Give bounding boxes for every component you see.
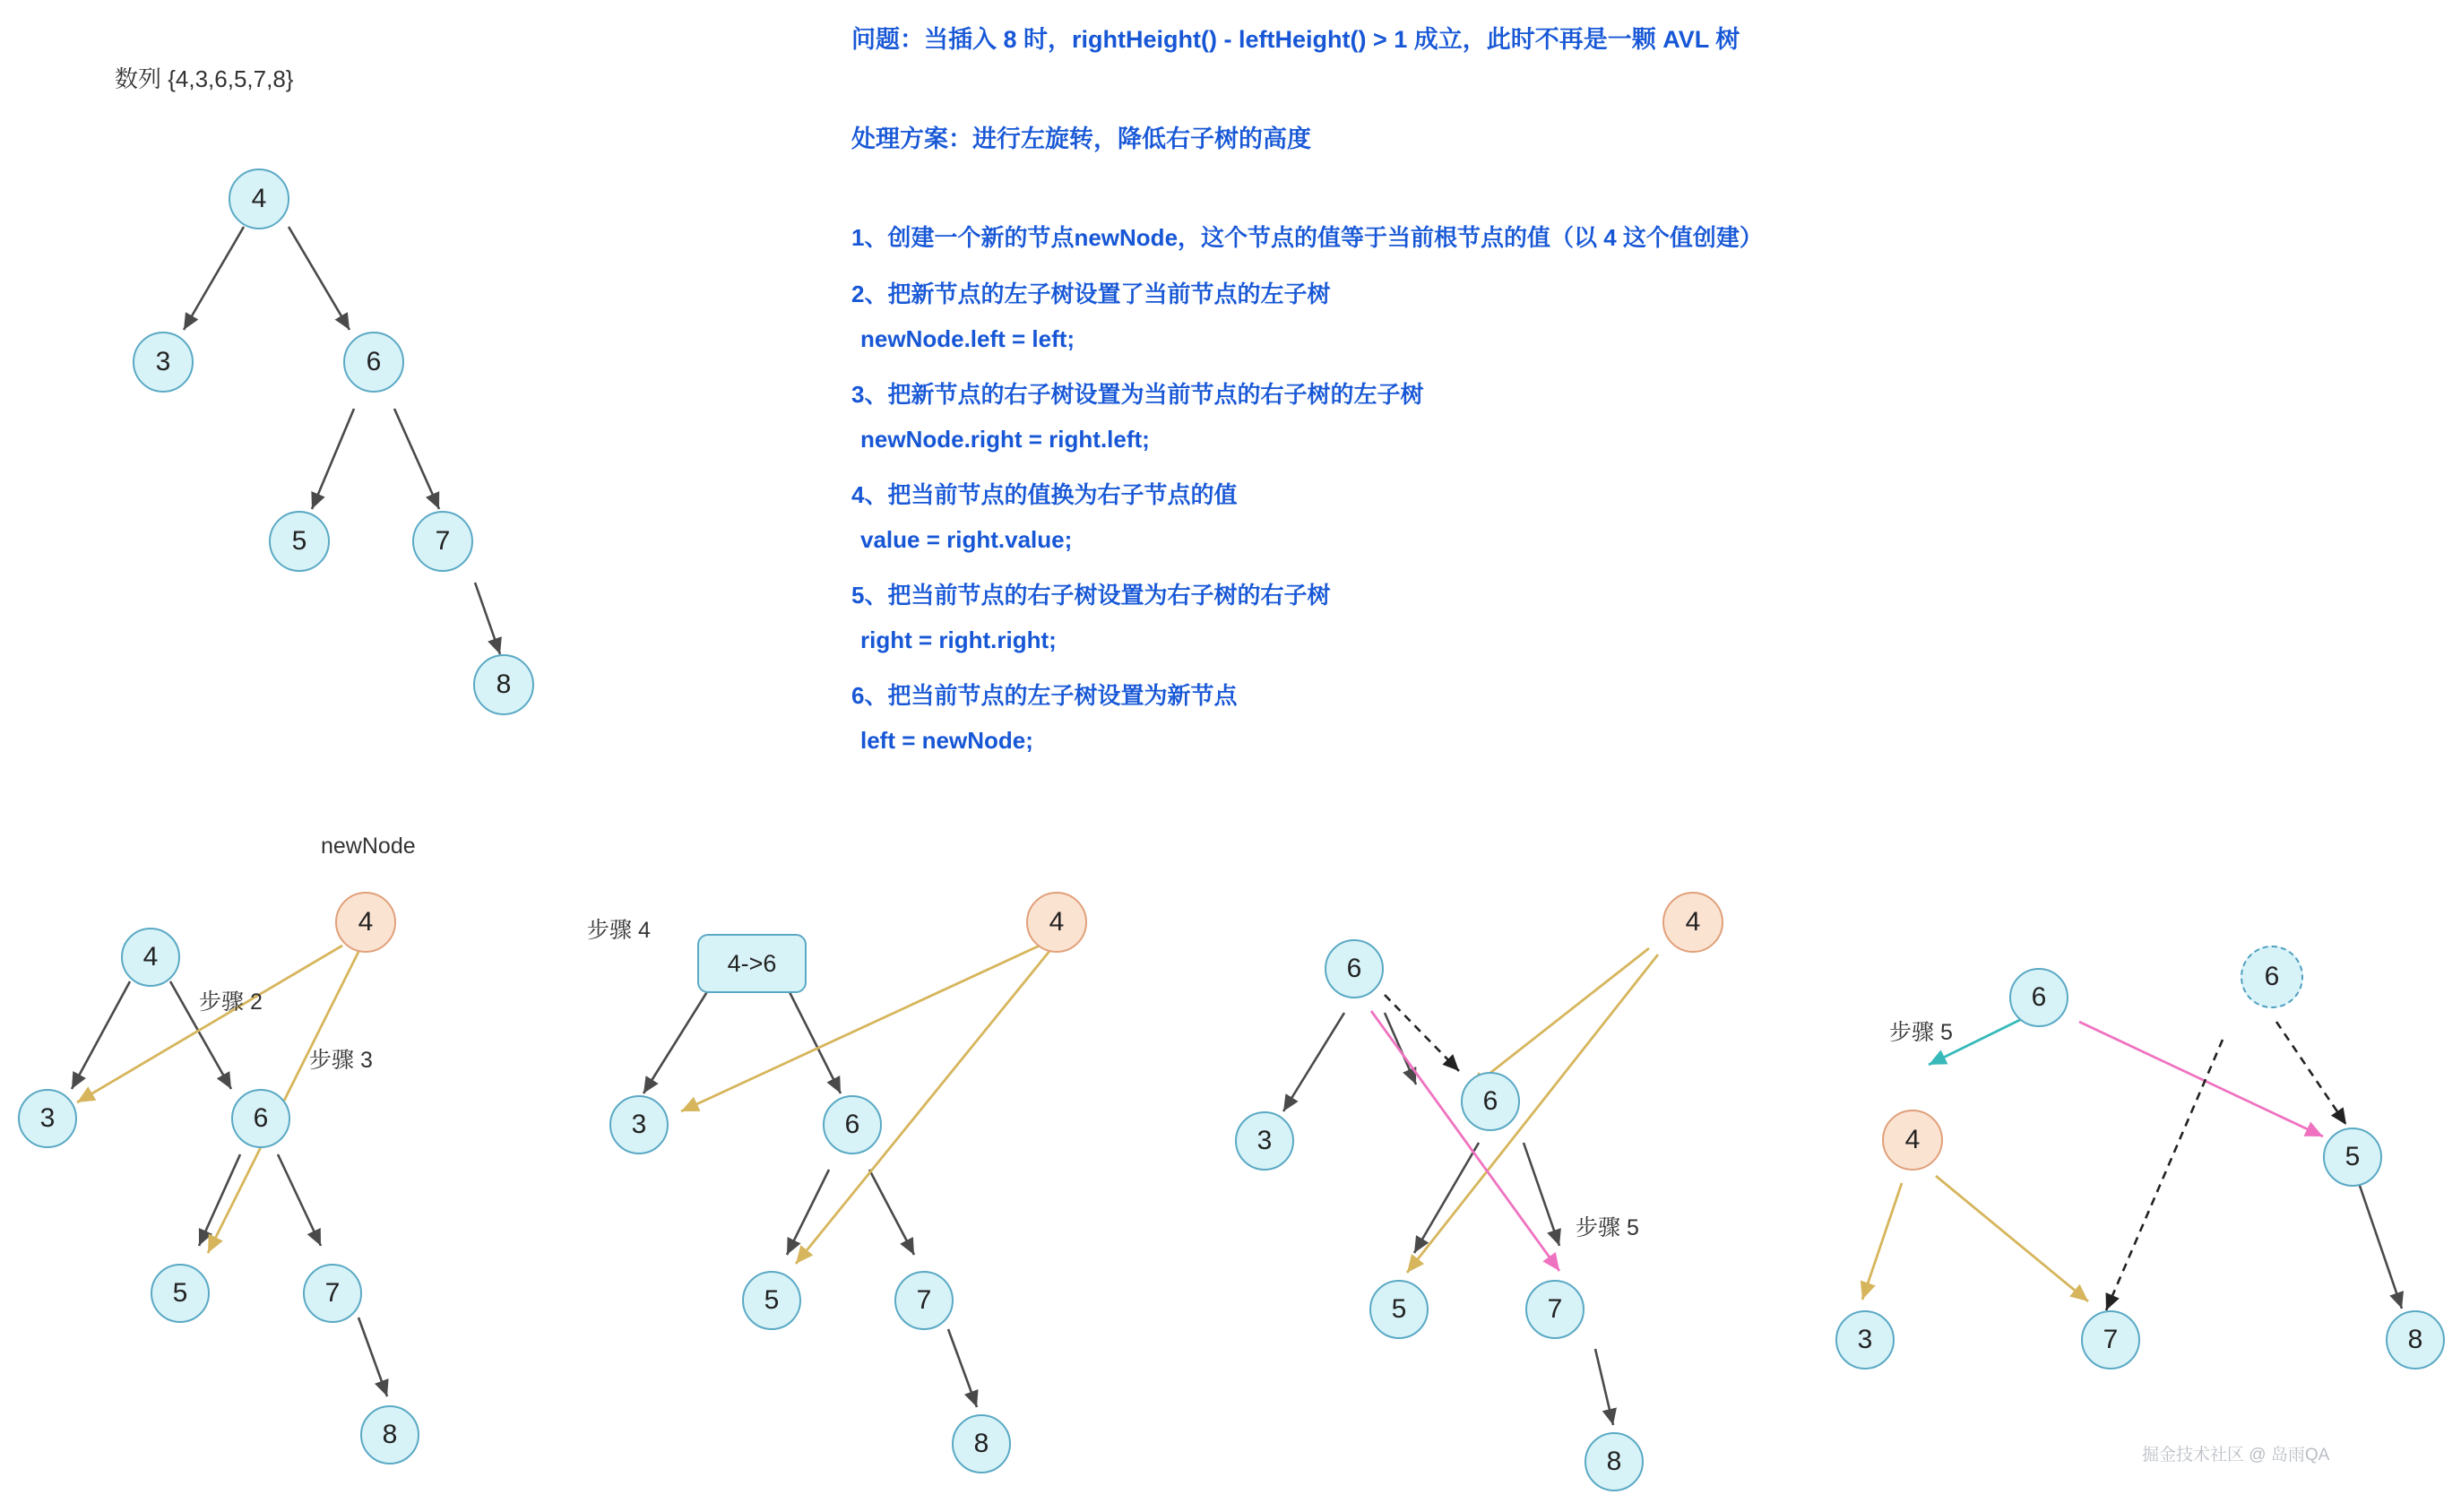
step-6-text: 6、把当前节点的左子树设置为新节点 — [851, 682, 1238, 709]
tree-node: 3 — [1835, 1310, 1895, 1369]
tree-node: 8 — [360, 1405, 419, 1464]
tree-node: 4 — [121, 928, 180, 987]
tree-node: 8 — [952, 1414, 1011, 1473]
tree-node-newnode: 4 — [335, 892, 396, 953]
tree-node-dashed: 6 — [2241, 946, 2303, 1008]
step-6-code: left = newNode; — [860, 727, 1033, 754]
tree-node: 7 — [412, 511, 473, 572]
step2-label: 步骤 2 — [199, 989, 263, 1015]
tree-node-peach: 4 — [1882, 1110, 1943, 1171]
tree-node: 5 — [1369, 1280, 1429, 1339]
step-2-text: 2、把新节点的左子树设置了当前节点的左子树 — [851, 281, 1331, 307]
solution-text: 处理方案：进行左旋转，降低右子树的高度 — [851, 125, 1311, 152]
problem-text: 问题：当插入 8 时，rightHeight() - leftHeight() > 1 成立，此时不再是一颗 AVL 树 — [851, 26, 1740, 53]
step4-label: 步骤 4 — [587, 918, 651, 943]
step-2-code: newNode.left = left; — [860, 325, 1075, 352]
watermark: 掘金技术社区 @ 岛雨QA — [2142, 1446, 2330, 1464]
tree-node: 7 — [894, 1271, 954, 1330]
step-4-code: value = right.value; — [860, 526, 1073, 553]
tree-node: 6 — [231, 1089, 290, 1148]
tree-node: 5 — [742, 1271, 801, 1330]
tree-node-value-swap: 4->6 — [697, 934, 807, 993]
step-5-code: right = right.right; — [860, 626, 1057, 653]
tree-node: 3 — [1235, 1111, 1294, 1171]
newnode-label: newNode — [321, 834, 416, 859]
tree-node: 7 — [303, 1264, 362, 1323]
step3-label: 步骤 3 — [309, 1048, 373, 1073]
tree-node: 8 — [1585, 1432, 1644, 1491]
tree-node: 6 — [823, 1095, 882, 1154]
step-3-code: newNode.right = right.left; — [860, 426, 1150, 453]
step-3-text: 3、把新节点的右子树设置为当前节点的右子树的左子树 — [851, 381, 1424, 408]
tree-node: 3 — [609, 1095, 669, 1154]
step5-label-a: 步骤 5 — [1576, 1215, 1639, 1240]
tree-node: 6 — [2009, 968, 2068, 1027]
tree-node: 8 — [473, 654, 534, 715]
tree-node-newnode: 4 — [1026, 892, 1087, 953]
sequence-label: 数列 {4,3,6,5,7,8} — [115, 65, 294, 92]
tree-node: 8 — [2386, 1310, 2445, 1369]
tree-node: 5 — [151, 1264, 210, 1323]
tree-node-newnode: 4 — [1662, 892, 1723, 953]
tree-node: 3 — [133, 332, 194, 393]
step-4-text: 4、把当前节点的值换为右子节点的值 — [851, 481, 1238, 508]
tree-node: 7 — [2081, 1310, 2140, 1369]
step-1-text: 1、创建一个新的节点newNode，这个节点的值等于当前根节点的值（以 4 这个值创建） — [851, 224, 1763, 251]
step-5-text: 5、把当前节点的右子树设置为右子树的右子树 — [851, 582, 1331, 609]
tree-node: 4 — [229, 168, 289, 229]
step5-label-b: 步骤 5 — [1889, 1020, 1953, 1045]
tree-node: 6 — [1461, 1072, 1520, 1131]
tree-node: 3 — [18, 1089, 77, 1148]
tree-node: 6 — [343, 332, 404, 393]
tree-node: 6 — [1325, 939, 1384, 998]
tree-node: 5 — [269, 511, 330, 572]
tree-node: 7 — [1525, 1280, 1585, 1339]
tree-node: 5 — [2323, 1128, 2382, 1187]
